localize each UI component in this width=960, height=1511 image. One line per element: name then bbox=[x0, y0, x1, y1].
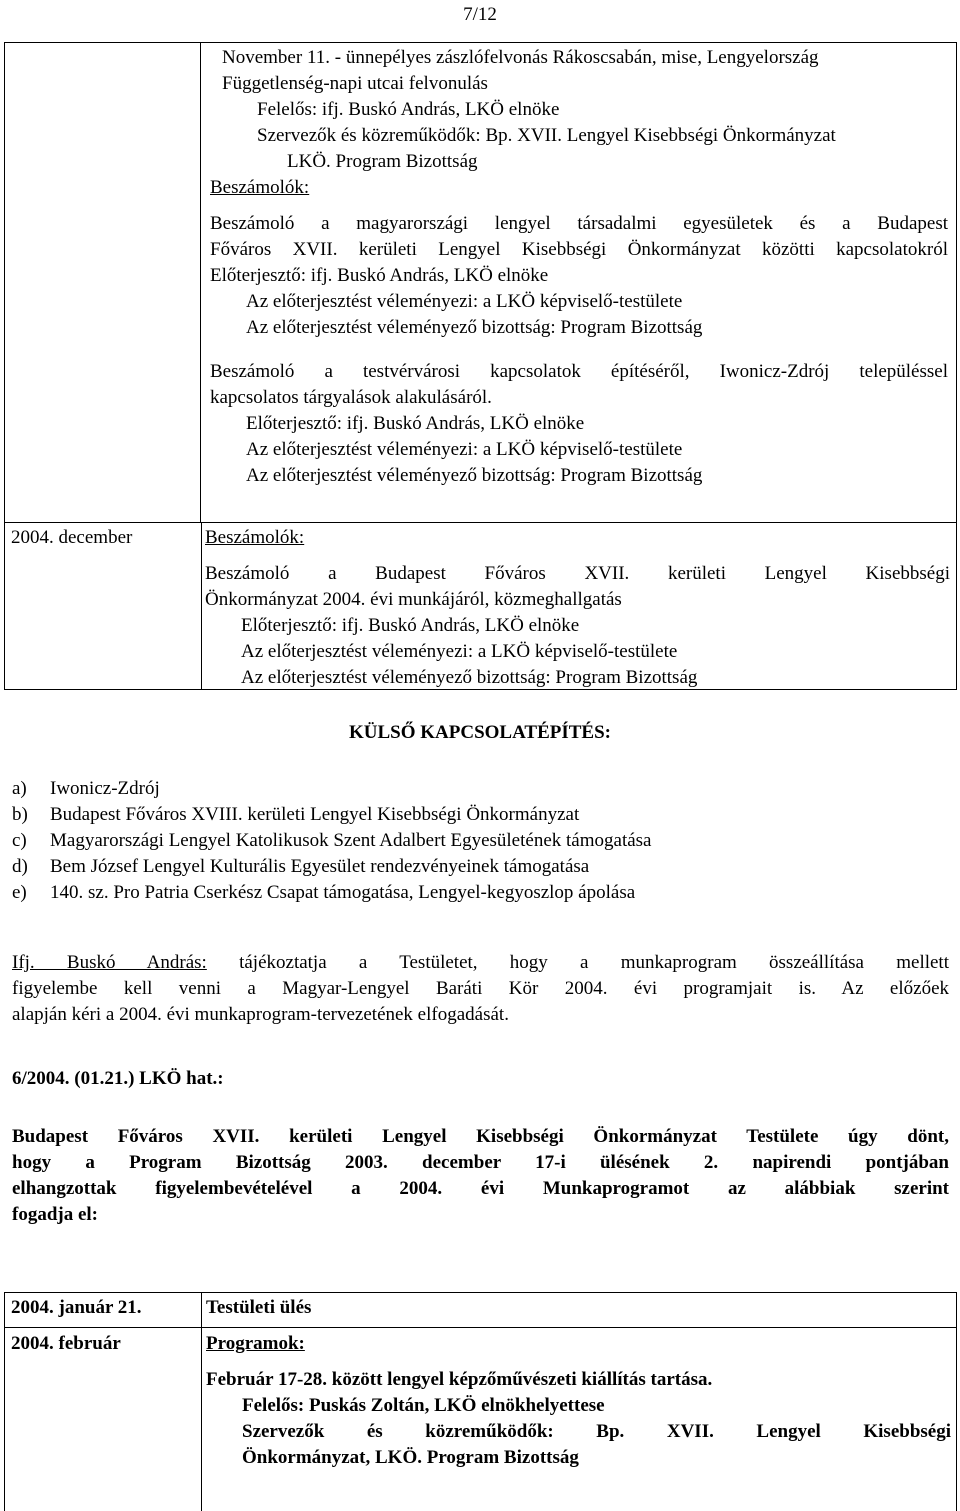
program-organizers: Szervezők és közreműködők: Bp. XVII. Lengyel Kisebbségi bbox=[242, 1421, 951, 1442]
reports-label: Beszámolók: bbox=[205, 527, 305, 548]
event-line: LKÖ. Program Bizottság bbox=[287, 151, 478, 172]
statement-text: figyelembe kell venni a Magyar-Lengyel Baráti Kör 2004. évi programjait is. Az előzőek bbox=[12, 978, 949, 999]
resolution-number: 6/2004. (01.21.) LKÖ hat.: bbox=[12, 1068, 224, 1089]
row-date: 2004. február bbox=[11, 1333, 121, 1354]
speaker-name: Ifj. Buskó András: bbox=[12, 952, 207, 973]
statement-text: tájékoztatja a Testületet, hogy a munkaprogram összeállítása mellett bbox=[206, 952, 949, 973]
event-line: Felelős: ifj. Buskó András, LKÖ elnöke bbox=[257, 99, 560, 120]
report-title: Önkormányzat 2004. évi munkájáról, közmeghallgatás bbox=[205, 589, 622, 610]
row-date: 2004. január 21. bbox=[11, 1297, 142, 1318]
report-presenter: Előterjesztő: ifj. Buskó András, LKÖ elnöke bbox=[241, 615, 580, 636]
list-item: b) Budapest Főváros XVIII. kerületi Lengyel Kisebbségi Önkormányzat bbox=[12, 804, 580, 825]
schedule-table bbox=[4, 42, 957, 523]
report-presenter: Előterjesztő: ifj. Buskó András, LKÖ elnöke bbox=[246, 413, 585, 434]
list-item: d) Bem József Lengyel Kulturális Egyesület rendezvényeinek támogatása bbox=[12, 856, 590, 877]
report-committee: Az előterjesztést véleményező bizottság: Program Bizottság bbox=[246, 317, 703, 338]
programs-label: Programok: bbox=[206, 1333, 305, 1354]
list-item: e) 140. sz. Pro Patria Cserkész Csapat támogatása, Lengyel-kegyoszlop ápolása bbox=[12, 882, 636, 903]
program-responsible: Felelős: Puskás Zoltán, LKÖ elnökhelyettese bbox=[242, 1395, 605, 1416]
statement bbox=[12, 950, 949, 1028]
resolution-text: Budapest Főváros XVII. kerületi Lengyel Kisebbségi Önkormányzat Testülete úgy dönt, hogy a Program Bizottság 2003. december 17-i ülésének 2. napirendi pontjában elhangzottak figyelembevételével a 2004. évi Munkaprogramot az alábbiak szerint fogadja el: bbox=[12, 1126, 949, 1225]
report-reviewer: Az előterjesztést véleményezi: a LKÖ képviselő-testülete bbox=[241, 641, 678, 662]
report-reviewer: Az előterjesztést véleményezi: a LKÖ képviselő-testülete bbox=[246, 291, 683, 312]
date-cell bbox=[5, 43, 201, 523]
report-presenter: Előterjesztő: ifj. Buskó András, LKÖ elnöke bbox=[210, 265, 549, 286]
report-committee: Az előterjesztést véleményező bizottság: Program Bizottság bbox=[246, 465, 703, 486]
content-cell bbox=[201, 43, 957, 523]
event-line: November 11. - ünnepélyes zászlófelvonás Rákoscsabán, mise, Lengyelország bbox=[222, 47, 819, 68]
row-date: 2004. december bbox=[11, 527, 133, 548]
program-table bbox=[4, 1292, 957, 1511]
list-item: a) Iwonicz-Zdrój bbox=[12, 778, 160, 799]
page-number: 7/12 bbox=[463, 4, 497, 25]
row-text: Testületi ülés bbox=[206, 1297, 312, 1318]
external-heading: KÜLSŐ KAPCSOLATÉPÍTÉS: bbox=[348, 722, 611, 743]
report-title: Beszámoló a Budapest Főváros XVII. kerületi Lengyel Kisebbségi bbox=[205, 563, 950, 584]
report-title: Főváros XVII. kerületi Lengyel Kisebbségi Önkormányzat közötti kapcsolatokról bbox=[210, 239, 948, 260]
report-title: Beszámoló a testvérvárosi kapcsolatok építéséről, Iwonicz-Zdrój településsel bbox=[210, 361, 948, 382]
report-committee: Az előterjesztést véleményező bizottság: Program Bizottság bbox=[241, 667, 698, 688]
report-title: Beszámoló a magyarországi lengyel társadalmi egyesületek és a Budapest bbox=[210, 213, 948, 234]
report-title: kapcsolatos tárgyalások alakulásáról. bbox=[210, 387, 492, 408]
table-row bbox=[5, 43, 957, 523]
external-list bbox=[12, 776, 949, 906]
reports-label: Beszámolók: bbox=[210, 177, 310, 198]
event-line: Függetlenség-napi utcai felvonulás bbox=[222, 73, 488, 94]
event-line: Szervezők és közreműködők: Bp. XVII. Lengyel Kisebbségi Önkormányzat bbox=[257, 125, 836, 146]
table-row-december bbox=[4, 523, 957, 690]
program-organizers: Önkormányzat, LKÖ. Program Bizottság bbox=[242, 1447, 579, 1468]
program-event: Február 17-28. között lengyel képzőművészeti kiállítás tartása. bbox=[206, 1369, 713, 1390]
statement-text: alapján kéri a 2004. évi munkaprogram-tervezetének elfogadását. bbox=[12, 1004, 509, 1025]
report-reviewer: Az előterjesztést véleményezi: a LKÖ képviselő-testülete bbox=[246, 439, 683, 460]
list-item: c) Magyarországi Lengyel Katolikusok Szent Adalbert Egyesületének támogatása bbox=[12, 830, 652, 851]
